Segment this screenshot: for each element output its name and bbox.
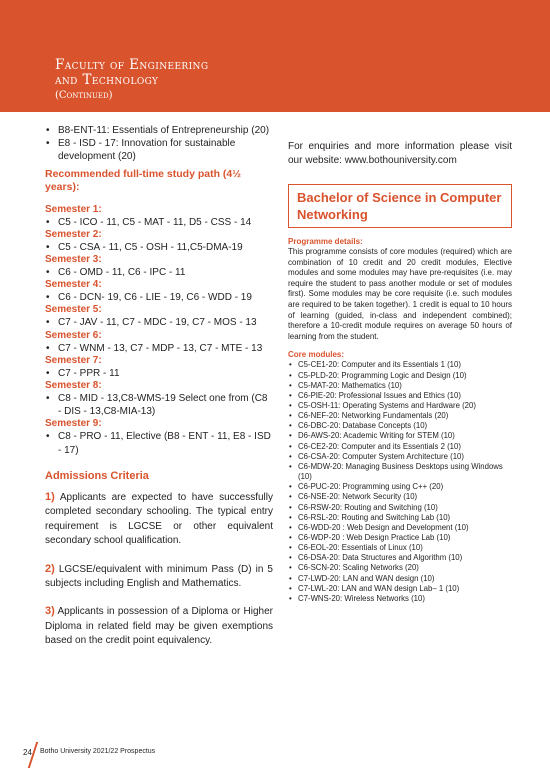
semester-items — [45, 392, 273, 418]
semester-heading: Semester 8: — [45, 380, 102, 392]
admissions-heading: Admissions Criteria — [45, 469, 149, 482]
semester-heading: Semester 7: — [45, 354, 102, 366]
left-column — [45, 124, 273, 662]
semester-heading: Semester 4: — [45, 279, 102, 291]
core-module-item: • C6-CE2-20: Computer and its Essentials 2 (10) — [288, 442, 512, 452]
core-module-item: • C6-NEF-20: Networking Fundamentals (20) — [288, 411, 512, 421]
semester-items — [45, 241, 273, 254]
core-module-item: • C6-DSA-20: Data Structures and Algorithm (10) — [288, 553, 512, 563]
semester-items — [45, 291, 273, 304]
core-modules-list — [288, 360, 512, 604]
semester-items — [45, 367, 273, 380]
criterion-text: Applicants are expected to have successfully completed secondary schooling. The typical entry requirement is LGCSE or other equivalent secondary school qualification. — [45, 492, 273, 547]
core-module-item: • D6-AWS-20: Academic Writing for STEM (10) — [288, 431, 512, 441]
core-module-item: • C6-RSW-20: Routing and Switching (10) — [288, 503, 512, 513]
semester-heading: Semester 9: — [45, 418, 102, 430]
criterion-number: 2) — [45, 562, 55, 575]
programme-details-text: This programme consists of core modules (required) which are combination of 10 credit and 20 credit modules, Elective modules and some modules may have pre-requisites (i.e. may require the student to pass another module or set of modules first). Some modules may be core requisite (i.e. such modules are required to be taken together). 1 credit is equal to 10 hours of learning (guided, in-class and independent combined); therefore a 10-credit module requires on average 50 hours of learning from the student. — [288, 247, 512, 341]
faculty-title-line-1: Faculty of Engineering — [55, 57, 209, 73]
semester-heading: Semester 2: — [45, 228, 102, 240]
semester-item: • C8 - MID - 13,C8-WMS-19 Select one from (C8 - DIS - 13,C8-MIA-13) — [45, 392, 273, 418]
core-module-item: • C6-PIE-20: Professional Issues and Ethics (10) — [288, 391, 512, 401]
right-column — [288, 140, 512, 604]
semester-items — [45, 216, 273, 229]
core-module-item: • C6-WDP-20 : Web Design Practice Lab (10) — [288, 533, 512, 543]
criterion-text: Applicants in possession of a Diploma or Higher Diploma in related field may be given exemptions based on the credit point equivalency. — [45, 606, 273, 647]
programme-title-box — [288, 184, 512, 228]
faculty-subtitle: (Continued) — [55, 90, 113, 101]
semester-item: • C6 - DCN- 19, C6 - LIE - 19, C6 - WDD - 19 — [45, 291, 273, 304]
semester-item: • C7 - PPR - 11 — [45, 367, 273, 380]
core-module-item: • C5-MAT-20: Mathematics (10) — [288, 381, 512, 391]
criterion-number: 1) — [45, 491, 55, 504]
core-module-item: • C5-CE1-20: Computer and its Essentials 1 (10) — [288, 360, 512, 370]
semester-item: • C5 - ICO - 11, C5 - MAT - 11, D5 - CSS - 14 — [45, 216, 273, 229]
semester-heading: Semester 6: — [45, 329, 102, 341]
core-modules-heading: Core modules: — [288, 350, 345, 360]
criterion-text: LGCSE/equivalent with minimum Pass (D) in 5 subjects including English and Mathematics. — [45, 563, 273, 590]
semester-item: • C6 - OMD - 11, C6 - IPC - 11 — [45, 266, 273, 279]
elective-item: • E8 - ISD - 17: Innovation for sustainable development (20) — [45, 137, 273, 163]
core-module-item: • C6-RSL-20: Routing and Switching Lab (10) — [288, 513, 512, 523]
core-module-item: • C7-LWL-20: LAN and WAN design Lab– 1 (10) — [288, 584, 512, 594]
core-module-item: • C6-PUC-20: Programming using C++ (20) — [288, 482, 512, 492]
core-module-item: • C7-WNS-20: Wireless Networks (10) — [288, 594, 512, 604]
semester-items — [45, 316, 273, 329]
admission-criterion — [45, 562, 273, 592]
footer-text: Botho University 2021/22 Prospectus — [40, 748, 156, 755]
elective-list — [45, 124, 273, 164]
enquiries-text: For enquiries and more information please visit our website: www.bothouniversity.com — [288, 141, 512, 166]
core-module-item: • C7-LWD-20: LAN and WAN design (10) — [288, 574, 512, 584]
semester-item: • C5 - CSA - 11, C5 - OSH - 11,C5-DMA-19 — [45, 241, 273, 254]
semester-list — [45, 204, 273, 457]
core-module-item: • C6-NSE-20: Network Security (10) — [288, 492, 512, 502]
criterion-number: 3) — [45, 605, 55, 618]
header-banner — [0, 0, 550, 112]
programme-title: Bachelor of Science in Computer Networking — [297, 190, 502, 222]
core-module-item: • C6-WDD-20 : Web Design and Development (10) — [288, 523, 512, 533]
semester-heading: Semester 1: — [45, 203, 102, 215]
semester-item: • C8 - PRO - 11, Elective (B8 - ENT - 11, E8 - ISD - 17) — [45, 430, 273, 456]
page-number: 24 — [23, 748, 32, 757]
semester-item: • C7 - WNM - 13, C7 - MDP - 13, C7 - MTE - 13 — [45, 342, 273, 355]
semester-items — [45, 266, 273, 279]
semester-heading: Semester 5: — [45, 304, 102, 316]
core-module-item: • C6-DBC-20: Database Concepts (10) — [288, 421, 512, 431]
semester-heading: Semester 3: — [45, 254, 102, 266]
elective-item: • B8-ENT-11: Essentials of Entrepreneurship (20) — [45, 124, 273, 137]
core-module-item: • C6-MDW-20: Managing Business Desktops using Windows (10) — [288, 462, 512, 482]
faculty-title — [55, 58, 208, 87]
core-module-item: • C6-SCN-20: Scaling Networks (20) — [288, 563, 512, 573]
admission-criterion — [45, 490, 273, 549]
semester-items — [45, 342, 273, 355]
core-module-item: • C6-CSA-20: Computer System Architecture (10) — [288, 452, 512, 462]
core-module-item: • C5-PLD-20: Programming Logic and Design (10) — [288, 371, 512, 381]
programme-details-heading: Programme details: — [288, 237, 363, 246]
admission-criterion — [45, 604, 273, 648]
study-path-heading: Recommended full-time study path (4½ years): — [45, 167, 242, 194]
core-module-item: • C5-OSH-11: Operating Systems and Hardware (20) — [288, 401, 512, 411]
semester-item: • C7 - JAV - 11, C7 - MDC - 19, C7 - MOS - 13 — [45, 316, 273, 329]
page-footer — [0, 742, 550, 772]
faculty-title-line-2: and Technology — [55, 71, 159, 88]
semester-items — [45, 430, 273, 456]
core-module-item: • C6-EOL-20: Essentials of Linux (10) — [288, 543, 512, 553]
